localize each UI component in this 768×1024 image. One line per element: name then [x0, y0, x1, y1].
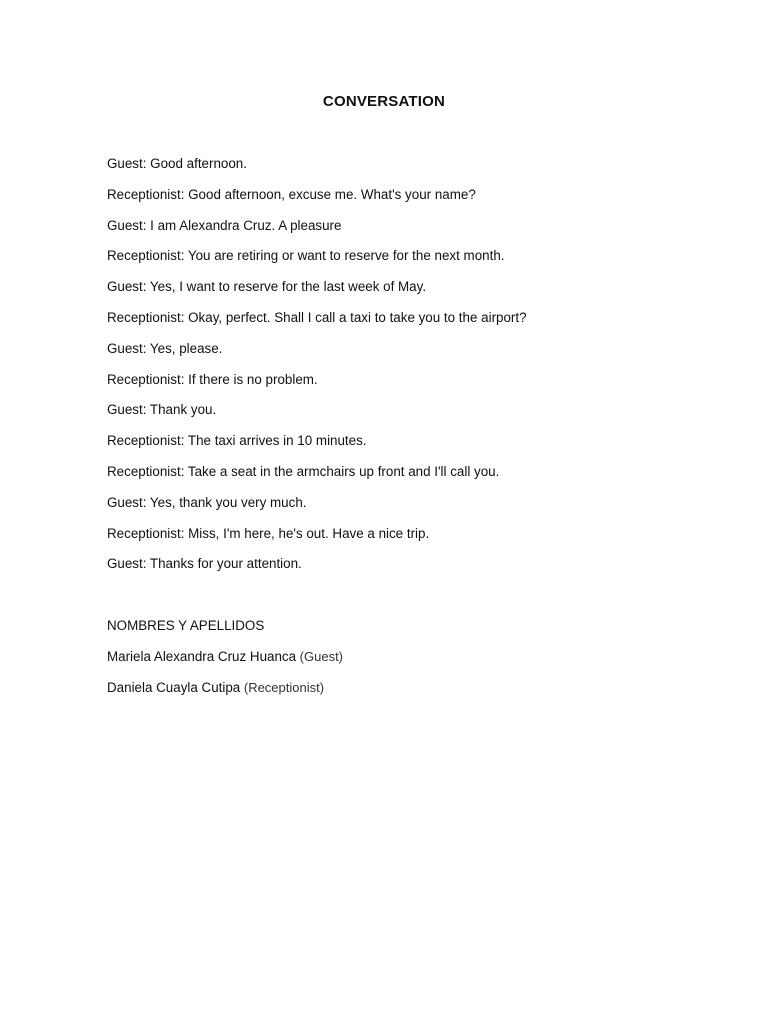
- name-entry: [107, 679, 707, 710]
- document-title: CONVERSATION: [322, 93, 446, 110]
- dialogue-text: If there is no problem.: [184, 371, 318, 387]
- dialogue-line: [107, 155, 707, 186]
- speaker-label: Guest:: [107, 217, 147, 233]
- dialogue-line: [107, 463, 707, 494]
- dialogue-text: Yes, please.: [146, 340, 223, 356]
- dialogue-line: [107, 217, 707, 248]
- speaker-label: Guest:: [107, 494, 147, 510]
- speaker-label: Receptionist:: [107, 463, 185, 479]
- dialogue-line: [107, 309, 707, 340]
- speaker-label: Receptionist:: [107, 248, 185, 264]
- dialogue-line: [107, 371, 707, 402]
- name-entry: [107, 648, 707, 679]
- speaker-label: Receptionist:: [107, 309, 185, 325]
- dialogue-line: [107, 401, 707, 432]
- dialogue-text: Yes, thank you very much.: [146, 494, 307, 510]
- dialogue-text: Thanks for your attention.: [146, 556, 302, 572]
- speaker-label: Receptionist:: [107, 371, 185, 387]
- person-role: (Receptionist): [240, 680, 325, 695]
- speaker-label: Receptionist:: [107, 525, 185, 541]
- person-name: Mariela Alexandra Cruz Huanca: [107, 649, 297, 664]
- dialogue-line: [107, 525, 707, 556]
- dialogue-line: [107, 555, 707, 586]
- names-heading: NOMBRES Y APELLIDOS: [107, 618, 265, 633]
- speaker-label: Guest:: [107, 156, 147, 171]
- speaker-label: Guest:: [107, 279, 147, 295]
- dialogue-list: [107, 155, 707, 586]
- dialogue-text: Good afternoon, excuse me. What's your name?: [184, 186, 476, 202]
- dialogue-text: Yes, I want to reserve for the last week of May.: [146, 279, 427, 295]
- speaker-label: Guest:: [107, 402, 147, 418]
- dialogue-text: Miss, I'm here, he's out. Have a nice trip.: [184, 525, 430, 541]
- speaker-label: Receptionist:: [107, 186, 185, 202]
- speaker-label: Receptionist:: [107, 433, 185, 449]
- dialogue-text: You are retiring or want to reserve for the next month.: [184, 248, 505, 264]
- dialogue-line: [107, 432, 707, 463]
- speaker-label: Guest:: [107, 340, 147, 356]
- dialogue-line: [107, 247, 707, 278]
- dialogue-text: Okay, perfect. Shall I call a taxi to take you to the airport?: [184, 309, 527, 325]
- dialogue-text: I am Alexandra Cruz. A pleasure: [146, 217, 342, 233]
- dialogue-line: [107, 494, 707, 525]
- dialogue-text: Thank you.: [146, 402, 217, 418]
- dialogue-text: Good afternoon.: [146, 156, 247, 171]
- person-role: (Guest): [296, 649, 344, 664]
- dialogue-line: [107, 186, 707, 217]
- names-section: [107, 617, 707, 710]
- dialogue-text: Take a seat in the armchairs up front and I'll call you.: [184, 463, 500, 479]
- dialogue-line: [107, 340, 707, 371]
- speaker-label: Guest:: [107, 556, 147, 572]
- dialogue-line: [107, 278, 707, 309]
- dialogue-text: The taxi arrives in 10 minutes.: [184, 433, 367, 449]
- person-name: Daniela Cuayla Cutipa: [107, 680, 241, 695]
